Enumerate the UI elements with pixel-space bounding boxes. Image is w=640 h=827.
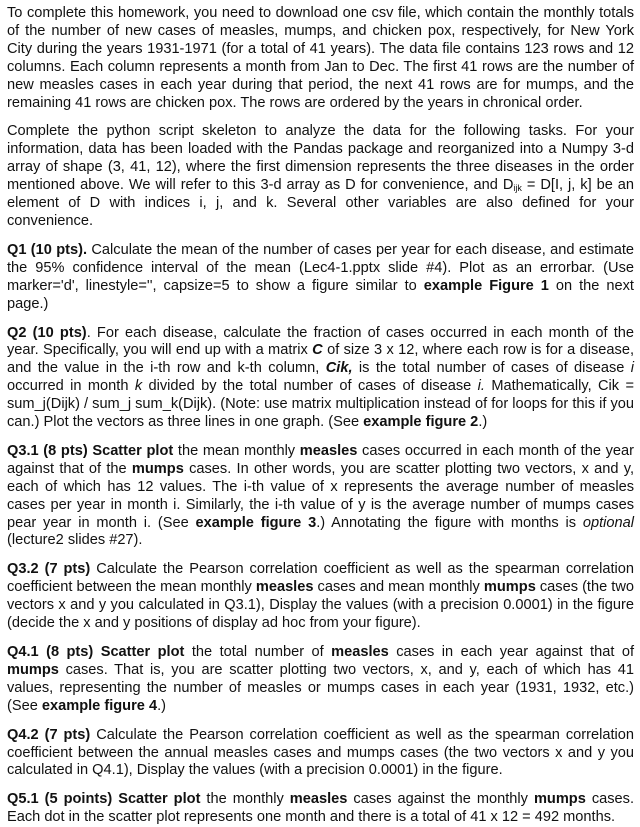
question-q1: [7, 242, 634, 314]
q31-mumps: mumps: [131, 460, 184, 477]
question-q5-1: [7, 791, 634, 827]
q2-text-b: of size 3 x 12, where each row is for a disease, and the value in the i-th row and k-th column,: [7, 342, 634, 377]
q2-matrix-c: C: [312, 342, 323, 359]
q32-measles: measles: [255, 579, 314, 596]
q2-label: Q2 (10 pts): [7, 324, 87, 341]
q32-text-b: cases and mean monthly: [313, 579, 484, 596]
q31-text-e: (lecture2 slides #27).: [7, 532, 143, 549]
q31-text-d: .) Annotating the figure with months is: [316, 514, 583, 531]
q2-text-d: occurred in month: [7, 378, 135, 395]
question-q4-2: [7, 727, 634, 781]
intro-text-1: To complete this homework, you need to download one csv file, which contain the monthly totals of the number of new cases of measles, mumps, and chicken pox, respectively, for New York City during the years 1931-1971 (for a total of 41 years). The data file contains 123 rows and 12 columns. Each column represents a month from Jan to Dec. The first 41 rows are the number of new measles cases in each year during that period, the next 41 rows are for mumps, and the remaining 41 rows are chicken pox. The rows are ordered by the years in chronical order.: [7, 5, 634, 111]
question-q3-1: [7, 443, 634, 550]
question-q3-2: [7, 561, 634, 633]
intro-text-2a: Complete the python script skeleton to analyze the data for the following tasks. For your information, data has been loaded with the Pandas package and reorganized into a Numpy 3-d array of shape (3, 41, 12), where the first dimension represents the three diseases in the order mentioned above. We will refer to this 3-d array as D for convenience, and D: [7, 123, 634, 194]
intro-paragraph-1: [7, 5, 634, 112]
q42-label: Q4.2 (7 pts): [7, 726, 91, 743]
q42-text: Calculate the Pearson correlation coefficient as well as the spearman correlation coefficient between the annual measles cases and mumps cases (the two vectors x and y you calculated in Q4.1), Display the values (with a precision 0.0001) in the figure.: [7, 726, 635, 779]
q2-i-1: i: [630, 360, 635, 377]
q41-text-c: cases. That is, you are scatter plotting two vectors, x, and y, each of which has 41 values, representing the number of measles or mumps cases in each year (1931, 1932, etc.) (See: [7, 661, 634, 714]
dijk-subscript: ijk: [513, 183, 522, 194]
q41-text-b: cases in each year against that of: [388, 644, 634, 660]
q31-optional: optional: [582, 514, 635, 531]
q31-label: Q3.1 (8 pts) Scatter plot: [7, 442, 174, 459]
q1-text: Calculate the mean of the number of cases per year for each disease, and estimate the 95% confidence interval of the mean (Lec4-1.pptx slide #4). Plot as an errorbar. (Use marker='d', linestyle='', capsize=5 to show a figure similar to: [7, 241, 634, 294]
q2-text-f: Mathematically, Cik = sum_j(Dijk) / sum_j sum_k(Dijk). (Note: use matrix multiplication instead of for loops for this if you can.) Plot the vectors as three lines in one graph. (See: [7, 378, 634, 431]
q2-text-a: . For each disease, calculate the fraction of cases occurred in each month of the year. Specifically, you will end up with a matrix: [7, 324, 635, 359]
q2-text-c: is the total number of cases of disease: [352, 360, 631, 377]
q32-mumps: mumps: [483, 579, 536, 596]
question-q2: [7, 325, 634, 432]
q1-label: Q1 (10 pts).: [7, 241, 88, 258]
q2-text-e: divided by the total number of cases of disease: [142, 378, 478, 395]
q31-text-a: the mean monthly: [173, 442, 300, 459]
q32-text-a: Calculate the Pearson correlation coefficient as well as the spearman correlation coefficient between the mean monthly: [7, 561, 635, 596]
q51-text-c: cases. Each dot in the scatter plot represents one month and there is a total of 41 x 12 = 492 months.: [7, 791, 635, 826]
q51-text-b: cases against the monthly: [347, 791, 534, 808]
q2-i-2: i.: [477, 378, 485, 395]
q31-figure-ref: example figure 3: [195, 514, 317, 531]
q1-figure-ref: example Figure 1: [423, 277, 549, 294]
q51-label: Q5.1 (5 points) Scatter plot: [7, 791, 201, 808]
q41-text-d: .): [157, 697, 166, 714]
q51-text-a: the monthly: [200, 791, 290, 808]
q2-figure-ref: example figure 2: [363, 414, 479, 431]
q1-text-end: on the next page.): [7, 277, 634, 312]
q41-text-a: the total number of: [184, 644, 332, 660]
q31-text-c: cases. In other words, you are scatter plotting two vectors, x and y, each of which has 12 values. The i-th value of x represents the average number of measles cases per year in month i. Similarly, the i-th value of y is the average number of mumps cases pear year in month i. (See: [7, 460, 634, 531]
q41-measles: measles: [331, 644, 389, 660]
q51-measles: measles: [289, 791, 348, 808]
question-q4-1: [7, 644, 634, 716]
q51-mumps: mumps: [533, 791, 586, 808]
q32-text-c: cases (the two vectors x and y you calculated in Q3.1), Display the values (with a precision 0.0001) in the figure (decide the x and y positions of display ad hoc from your figure).: [7, 579, 634, 632]
q41-label: Q4.1 (8 pts) Scatter plot: [7, 644, 185, 660]
q41-figure-ref: example figure 4: [41, 697, 158, 714]
q31-text-b: cases occurred in each month of the year against that of the: [7, 442, 634, 477]
intro-text-2b: = D[I, j, k] be an element of D with indices i, j, and k. Several other variables are also defined for your convenience.: [7, 177, 635, 229]
q2-k: k: [134, 378, 143, 395]
q2-text-g: .): [478, 414, 488, 431]
intro-paragraph-2: [7, 123, 634, 230]
q32-label: Q3.2 (7 pts): [7, 561, 91, 578]
q41-mumps: mumps: [7, 661, 59, 678]
q31-measles: measles: [299, 442, 358, 459]
q2-cik: Cik,: [325, 360, 353, 377]
